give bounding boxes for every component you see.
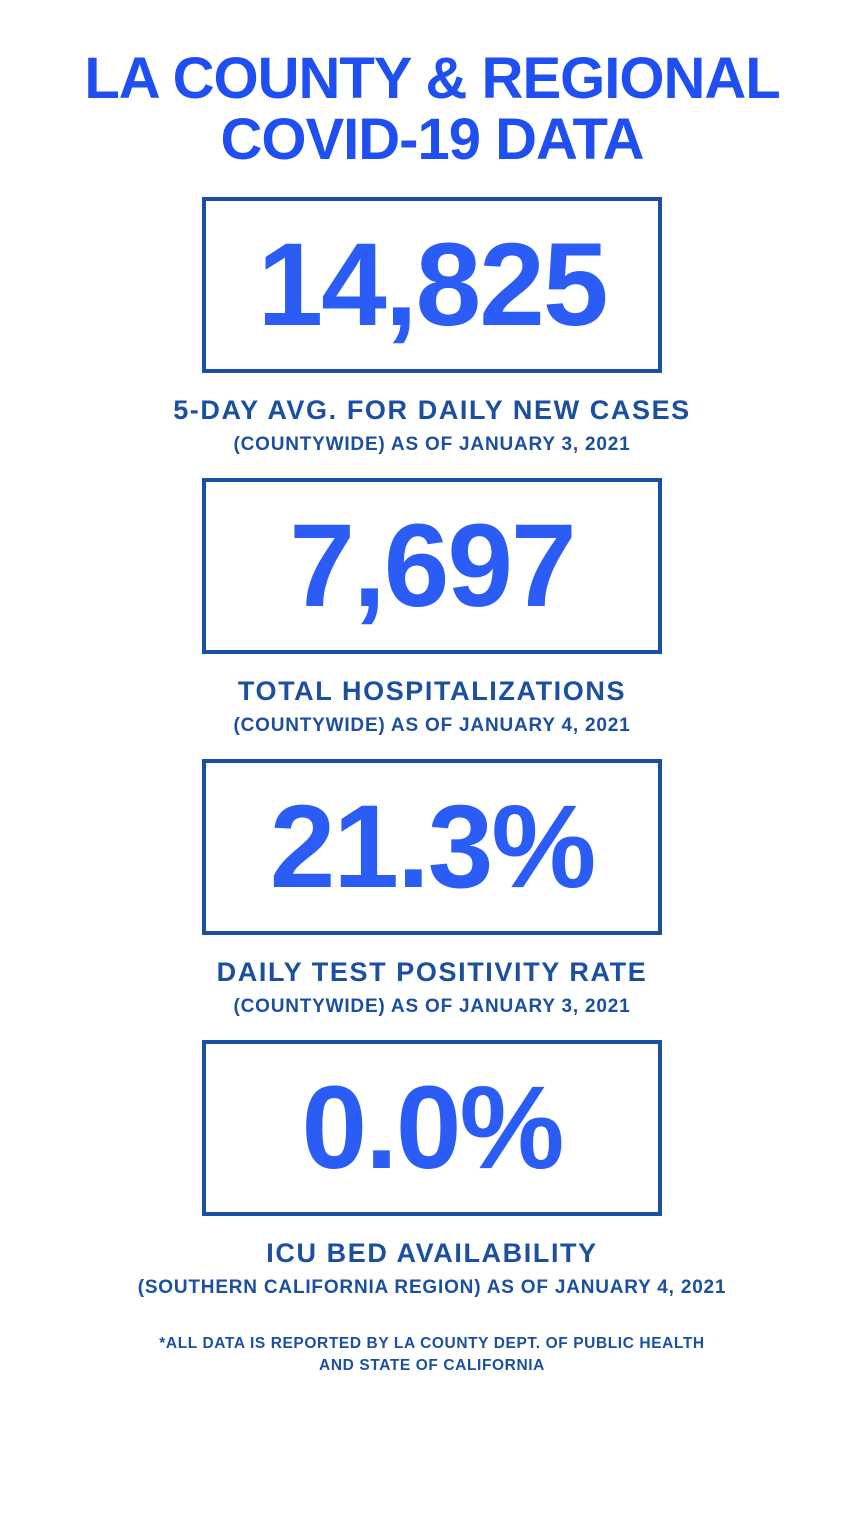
stat-block-total-hospitalizations [30,478,834,737]
stat-label: ICU BED AVAILABILITY [266,1237,598,1268]
footnote [159,1333,704,1378]
stat-label: 5-DAY AVG. FOR DAILY NEW CASES [173,394,691,425]
stat-sublabel: (SOUTHERN CALIFORNIA REGION) AS OF JANUARY 4, 2021 [137,1276,727,1298]
page-title [84,48,779,171]
stat-value: 7,697 [289,499,575,632]
stat-value-box [202,478,662,654]
stat-block-icu-bed-availability [30,1040,834,1299]
stat-value-box [202,197,662,373]
stat-label: DAILY TEST POSITIVITY RATE [216,956,648,987]
stat-value: 0.0% [301,1061,563,1194]
stat-value: 14,825 [257,218,607,351]
stat-sublabel: (COUNTYWIDE) AS OF JANUARY 3, 2021 [233,995,631,1017]
stat-value-box [202,759,662,935]
stat-label: TOTAL HOSPITALIZATIONS [237,675,627,706]
page-title-line-1: LA COUNTY & REGIONAL [84,46,780,111]
stat-block-test-positivity-rate [30,759,834,1018]
footnote-line-1: *ALL DATA IS REPORTED BY LA COUNTY DEPT. OF PUBLIC HEALTH [159,1334,705,1352]
stat-value: 21.3% [269,780,595,913]
footnote-line-2: AND STATE OF CALIFORNIA [319,1357,545,1375]
stat-sublabel: (COUNTYWIDE) AS OF JANUARY 3, 2021 [233,433,631,455]
page-title-line-2: COVID-19 DATA [220,107,644,173]
stat-block-daily-new-cases [30,197,834,456]
stat-sublabel: (COUNTYWIDE) AS OF JANUARY 4, 2021 [233,714,631,736]
stat-value-box [202,1040,662,1216]
